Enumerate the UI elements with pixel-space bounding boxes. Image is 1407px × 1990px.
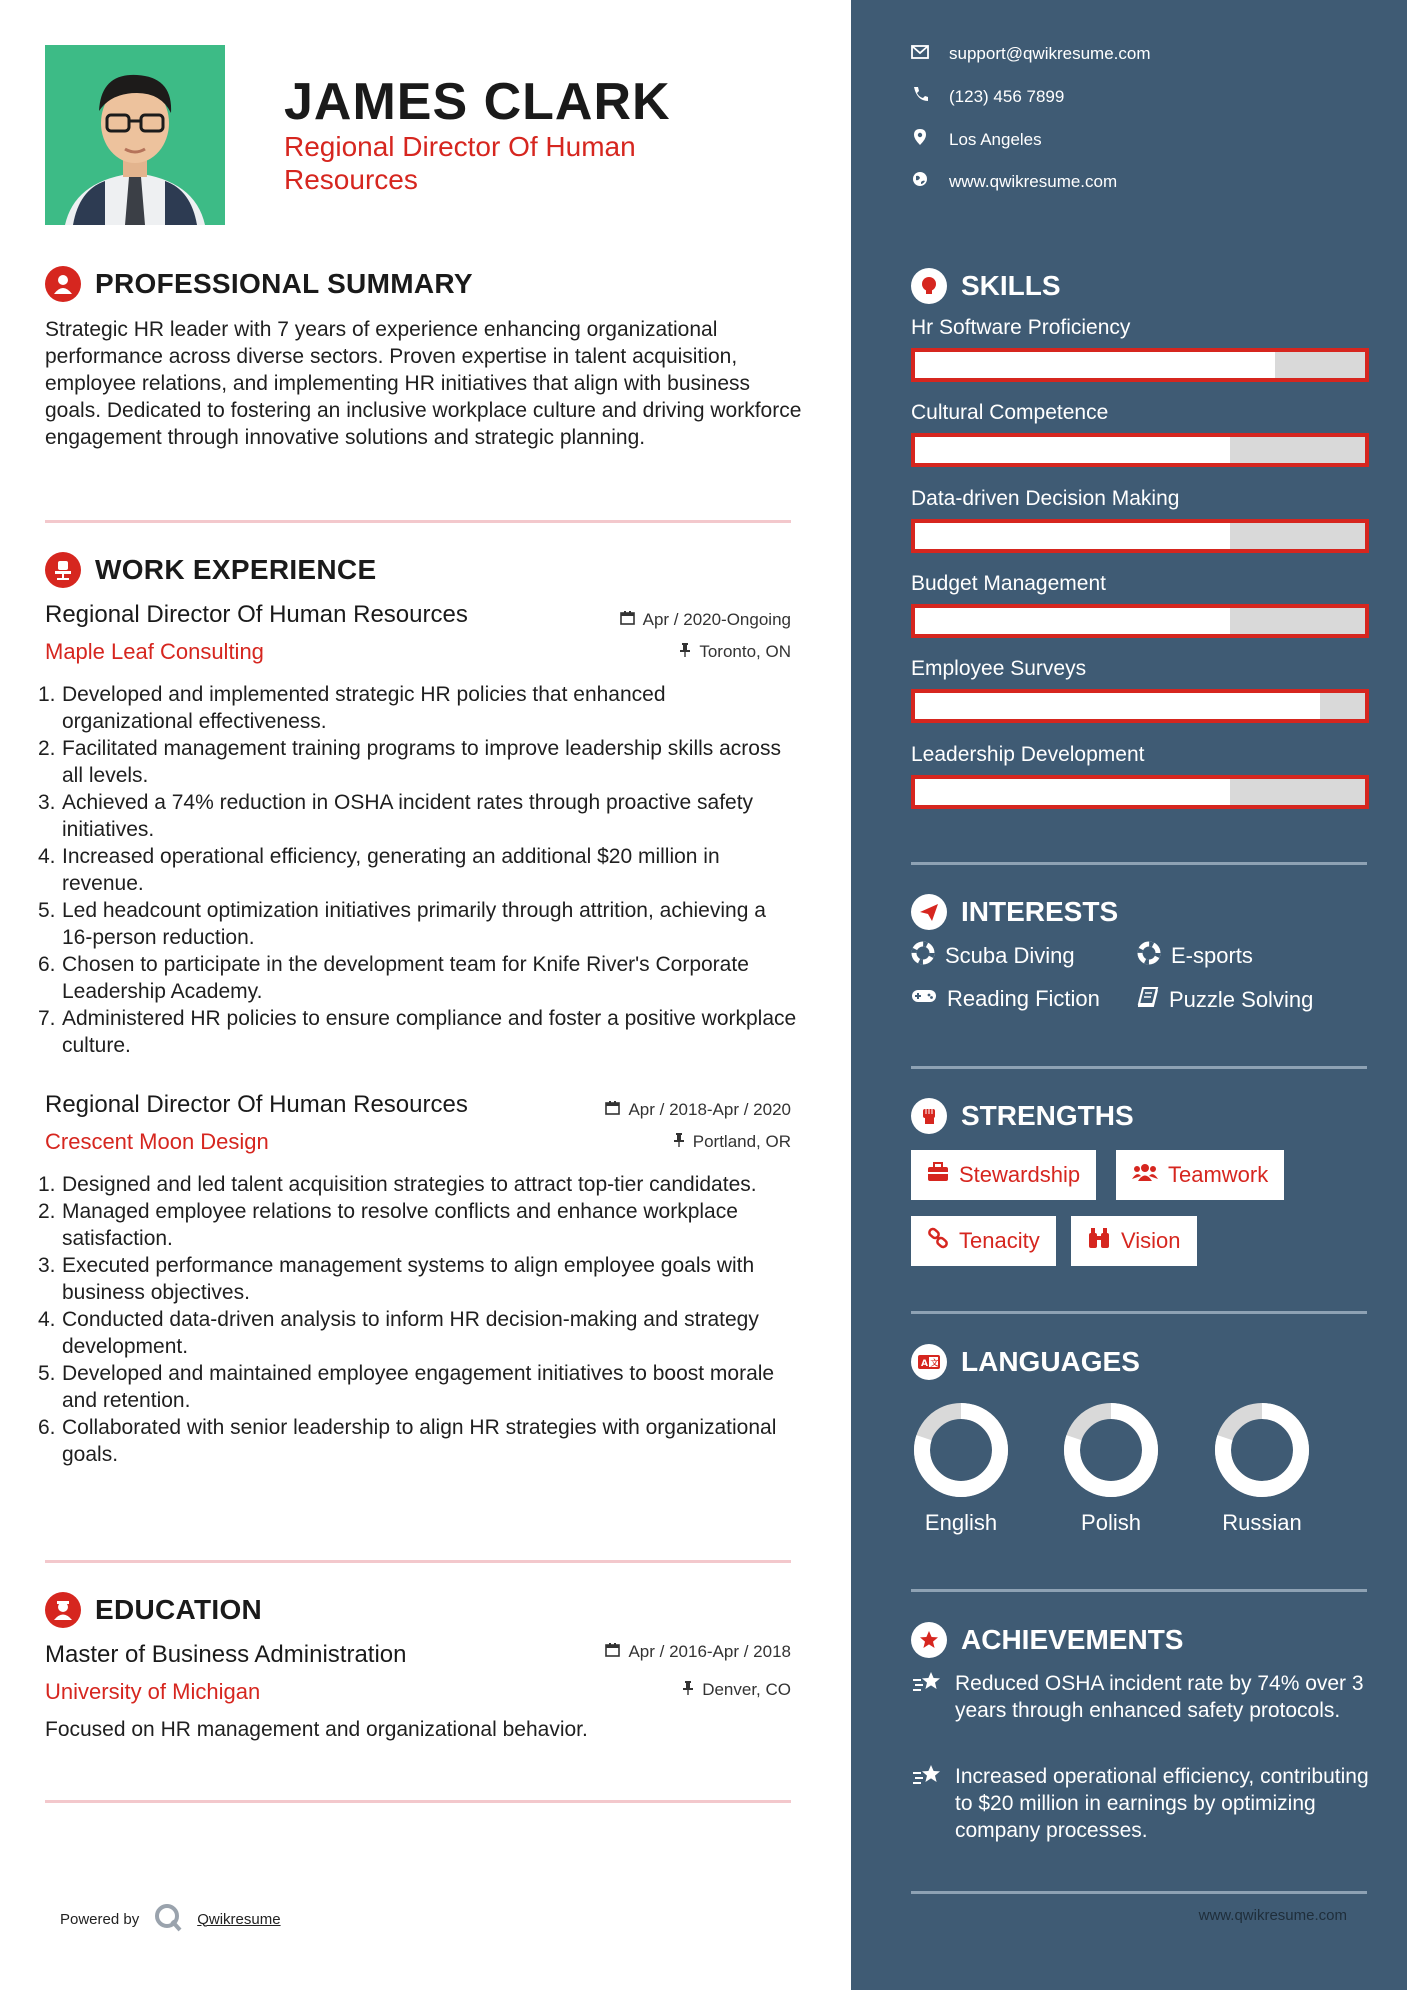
achievement-item	[911, 1763, 1371, 1844]
duty-text: Increased operational efficiency, generating an additional $20 million in revenue.	[62, 845, 720, 895]
skill-label: Hr Software Proficiency	[911, 316, 1131, 339]
company-name: Maple Leaf Consulting	[45, 639, 264, 664]
contact-phone[interactable]	[911, 86, 1064, 107]
summary-heading	[45, 266, 473, 302]
skill-bar	[911, 775, 1369, 809]
skill-label: Leadership Development	[911, 743, 1145, 766]
contact-location	[911, 128, 1042, 151]
interest-item	[911, 941, 1075, 971]
strength-tag	[911, 1216, 1056, 1266]
list-item: 3. Achieved a 74% reduction in OSHA incident rates through proactive safety initiatives.	[38, 789, 798, 843]
graduate-icon	[45, 1592, 81, 1628]
list-item: 2. Managed employee relations to resolve conflicts and enhance workplace satisfaction.	[38, 1198, 798, 1252]
list-item: 5. Developed and maintained employee engagement initiatives to boost morale and retention.	[38, 1360, 798, 1414]
svg-text:文: 文	[930, 1358, 939, 1368]
achievement-item	[911, 1670, 1371, 1724]
job-title: Regional Director Of Human Resources	[45, 1091, 468, 1118]
strength-tag	[1071, 1216, 1197, 1266]
strength-tag	[1116, 1150, 1284, 1200]
language-ring	[1051, 1390, 1171, 1510]
achievements-heading	[911, 1622, 1183, 1658]
calendar-icon	[605, 1642, 620, 1662]
sidebar	[851, 0, 1407, 1990]
globe-icon	[911, 170, 929, 193]
job-location-text: Portland, OR	[692, 1132, 791, 1151]
interests-heading-text: INTERESTS	[961, 896, 1119, 927]
contact-email-text: support@qwikresume.com	[949, 44, 1151, 63]
languages-heading	[911, 1344, 1140, 1380]
divider	[911, 1589, 1367, 1592]
language-label: English	[924, 1510, 998, 1535]
list-item: 1. Designed and led talent acquisition strategies to attract top-tier candidates.	[38, 1173, 757, 1196]
strengths-heading-text: STRENGTHS	[961, 1100, 1134, 1131]
job-duties	[38, 1171, 798, 1468]
duty-text: Led headcount optimization initiatives primarily through attrition, achieving a 16-person reduction.	[62, 899, 766, 949]
lightbulb-icon	[911, 268, 947, 304]
education-dates-text: Apr / 2016-Apr / 2018	[628, 1642, 791, 1661]
interest-label: Scuba Diving	[945, 943, 1075, 968]
pin-icon	[673, 1132, 685, 1152]
powered-by	[60, 1902, 281, 1936]
achievements-heading-text: ACHIEVEMENTS	[961, 1624, 1184, 1655]
list-item: 6. Chosen to participate in the development team for Knife River's Corporate Leadership Academy.	[38, 951, 798, 1005]
interest-label: E-sports	[1171, 943, 1253, 968]
skill-fill	[915, 779, 1230, 805]
divider	[911, 1066, 1367, 1069]
contact-website[interactable]	[911, 170, 1117, 193]
briefcase-icon	[927, 1162, 949, 1188]
strength-label: Teamwork	[1168, 1162, 1269, 1187]
skill-bar	[911, 519, 1369, 553]
book-icon	[1137, 986, 1159, 1014]
list-item: 4. Conducted data-driven analysis to inform HR decision-making and strategy development.	[38, 1306, 798, 1360]
education-location-text: Denver, CO	[702, 1680, 791, 1699]
strength-label: Stewardship	[959, 1162, 1081, 1187]
duty-text: Executed performance management systems to align employee goals with business objectives.	[62, 1254, 755, 1304]
skill-label: Employee Surveys	[911, 657, 1087, 680]
job-location-text: Toronto, ON	[699, 642, 791, 661]
list-item: 4. Increased operational efficiency, generating an additional $20 million in revenue.	[38, 843, 798, 897]
calendar-icon	[605, 1100, 620, 1120]
interest-item	[911, 986, 1100, 1012]
job-dates-text: Apr / 2018-Apr / 2020	[628, 1100, 791, 1119]
envelope-icon	[911, 44, 929, 64]
skill-fill	[915, 437, 1230, 463]
profile-photo	[45, 45, 225, 225]
company-name: Crescent Moon Design	[45, 1129, 269, 1154]
paper-plane-icon	[911, 894, 947, 930]
qwikresume-link[interactable]: Qwikresume	[197, 1910, 281, 1928]
lifebuoy-icon	[1137, 941, 1161, 971]
language-ring	[901, 1390, 1021, 1510]
duty-text: Developed and maintained employee engagement initiatives to boost morale and retention.	[62, 1362, 775, 1412]
language-label: Russian	[1222, 1510, 1302, 1535]
strength-label: Vision	[1121, 1228, 1181, 1253]
translate-icon	[911, 1344, 947, 1380]
skills-heading-text: SKILLS	[961, 270, 1061, 301]
divider	[45, 1800, 791, 1803]
list-item: 6. Collaborated with senior leadership to align HR strategies with organizational goals.	[38, 1414, 798, 1468]
fist-icon	[911, 1098, 947, 1134]
users-icon	[1132, 1162, 1158, 1188]
powered-by-text: Powered by	[60, 1910, 140, 1928]
language-ring	[1202, 1390, 1322, 1510]
job-duties	[38, 681, 798, 1059]
contact-phone-text: (123) 456 7899	[949, 86, 1065, 106]
skill-fill	[915, 523, 1230, 549]
lifebuoy-icon	[911, 941, 935, 971]
star-badge-icon	[911, 1622, 947, 1658]
pin-icon	[682, 1680, 694, 1700]
shooting-star-icon	[911, 1670, 943, 1724]
calendar-icon	[620, 610, 635, 630]
contact-website-text: www.qwikresume.com	[949, 171, 1118, 191]
contact-email[interactable]	[911, 44, 1151, 64]
job-location	[673, 1132, 791, 1152]
skill-label: Data-driven Decision Making	[911, 487, 1180, 510]
divider	[45, 1560, 791, 1563]
strength-label: Tenacity	[959, 1228, 1040, 1253]
strength-tag	[911, 1150, 1096, 1200]
candidate-title: Regional Director Of Human Resources	[284, 131, 636, 195]
divider	[911, 1891, 1367, 1894]
duty-text: Administered HR policies to ensure compliance and foster a positive workplace culture.	[62, 1007, 797, 1057]
languages-heading-text: LANGUAGES	[961, 1346, 1140, 1377]
footer-website[interactable]: www.qwikresume.com	[1198, 1907, 1347, 1924]
contact-location-text: Los Angeles	[949, 129, 1042, 149]
interest-label: Reading Fiction	[947, 986, 1100, 1011]
duty-text: Collaborated with senior leadership to align HR strategies with organizational goals.	[62, 1416, 777, 1466]
avatar	[45, 45, 225, 225]
job-location	[679, 642, 791, 662]
divider	[911, 1311, 1367, 1314]
link-icon	[927, 1227, 949, 1255]
skill-bar	[911, 689, 1369, 723]
duty-text: Developed and implemented strategic HR policies that enhanced organizational effectiveness.	[62, 683, 666, 733]
skill-bar	[911, 604, 1369, 638]
education-heading	[45, 1592, 262, 1628]
skills-heading	[911, 268, 1061, 304]
skill-label: Budget Management	[911, 572, 1106, 595]
candidate-name: JAMES CLARK	[284, 73, 671, 131]
binoculars-icon	[1087, 1227, 1111, 1255]
summary-text: Strategic HR leader with 7 years of experience enhancing organizational performance across diverse sectors. Proven expertise in talent acquisition, employee relations, and implementing HR initiatives that align with business goals. Dedicated to fostering an inclusive workplace culture and driving workforce engagement through innovative solutions and strategic planning.	[45, 318, 802, 449]
divider	[45, 520, 791, 523]
summary-heading-text: PROFESSIONAL SUMMARY	[95, 268, 473, 299]
experience-heading	[45, 552, 376, 588]
skill-bar	[911, 433, 1369, 467]
duty-text: Facilitated management training programs to improve leadership skills across all levels.	[62, 737, 781, 787]
duty-text: Managed employee relations to resolve conflicts and enhance workplace satisfaction.	[62, 1200, 738, 1250]
achievement-text: Increased operational efficiency, contributing to $20 million in earnings by optimizing company processes.	[955, 1765, 1369, 1842]
skill-fill	[915, 693, 1320, 719]
degree-title: Master of Business Administration	[45, 1641, 407, 1668]
duty-text: Designed and led talent acquisition strategies to attract top-tier candidates.	[62, 1173, 757, 1196]
job-title: Regional Director Of Human Resources	[45, 601, 468, 628]
experience-heading-text: WORK EXPERIENCE	[95, 554, 377, 585]
skill-bar	[911, 348, 1369, 382]
skill-label: Cultural Competence	[911, 401, 1109, 424]
phone-icon	[911, 86, 929, 107]
education-dates	[605, 1642, 791, 1662]
divider	[911, 862, 1367, 865]
school-name: University of Michigan	[45, 1679, 261, 1704]
interests-heading	[911, 894, 1118, 930]
list-item: 1. Developed and implemented strategic HR policies that enhanced organizational effectiveness.	[38, 681, 798, 735]
svg-text:A: A	[921, 1359, 928, 1369]
job-dates	[605, 1100, 791, 1120]
strengths-heading	[911, 1098, 1134, 1134]
language-label: Polish	[1081, 1510, 1141, 1535]
education-description: Focused on HR management and organizational behavior.	[45, 1718, 588, 1741]
duty-text: Chosen to participate in the development team for Knife River's Corporate Leadership Academy.	[62, 953, 749, 1003]
interest-label: Puzzle Solving	[1169, 987, 1314, 1012]
list-item: 7. Administered HR policies to ensure compliance and foster a positive workplace culture.	[38, 1007, 797, 1057]
location-pin-icon	[911, 128, 929, 151]
duty-text: Conducted data-driven analysis to inform HR decision-making and strategy development.	[62, 1308, 759, 1358]
education-heading-text: EDUCATION	[95, 1594, 263, 1625]
skill-fill	[915, 608, 1230, 634]
interest-item	[1137, 941, 1253, 971]
qwikresume-logo-icon	[153, 1902, 183, 1936]
interest-item	[1137, 986, 1313, 1014]
duty-text: Achieved a 74% reduction in OSHA incident rates through proactive safety initiatives.	[62, 791, 754, 841]
education-location	[682, 1680, 791, 1700]
user-icon	[45, 266, 81, 302]
list-item: 5. Led headcount optimization initiatives primarily through attrition, achieving a 16-person reduction.	[38, 897, 798, 951]
pin-icon	[679, 642, 691, 662]
skill-fill	[915, 352, 1275, 378]
achievement-text: Reduced OSHA incident rate by 74% over 3 years through enhanced safety protocols.	[955, 1672, 1364, 1722]
gamepad-icon	[911, 986, 937, 1012]
job-dates-text: Apr / 2020-Ongoing	[642, 610, 791, 629]
shooting-star-icon	[911, 1763, 943, 1844]
list-item: 2. Facilitated management training programs to improve leadership skills across all levels.	[38, 735, 798, 789]
job-dates	[620, 610, 791, 630]
chair-icon	[45, 552, 81, 588]
list-item: 3. Executed performance management systems to align employee goals with business objectives.	[38, 1252, 798, 1306]
